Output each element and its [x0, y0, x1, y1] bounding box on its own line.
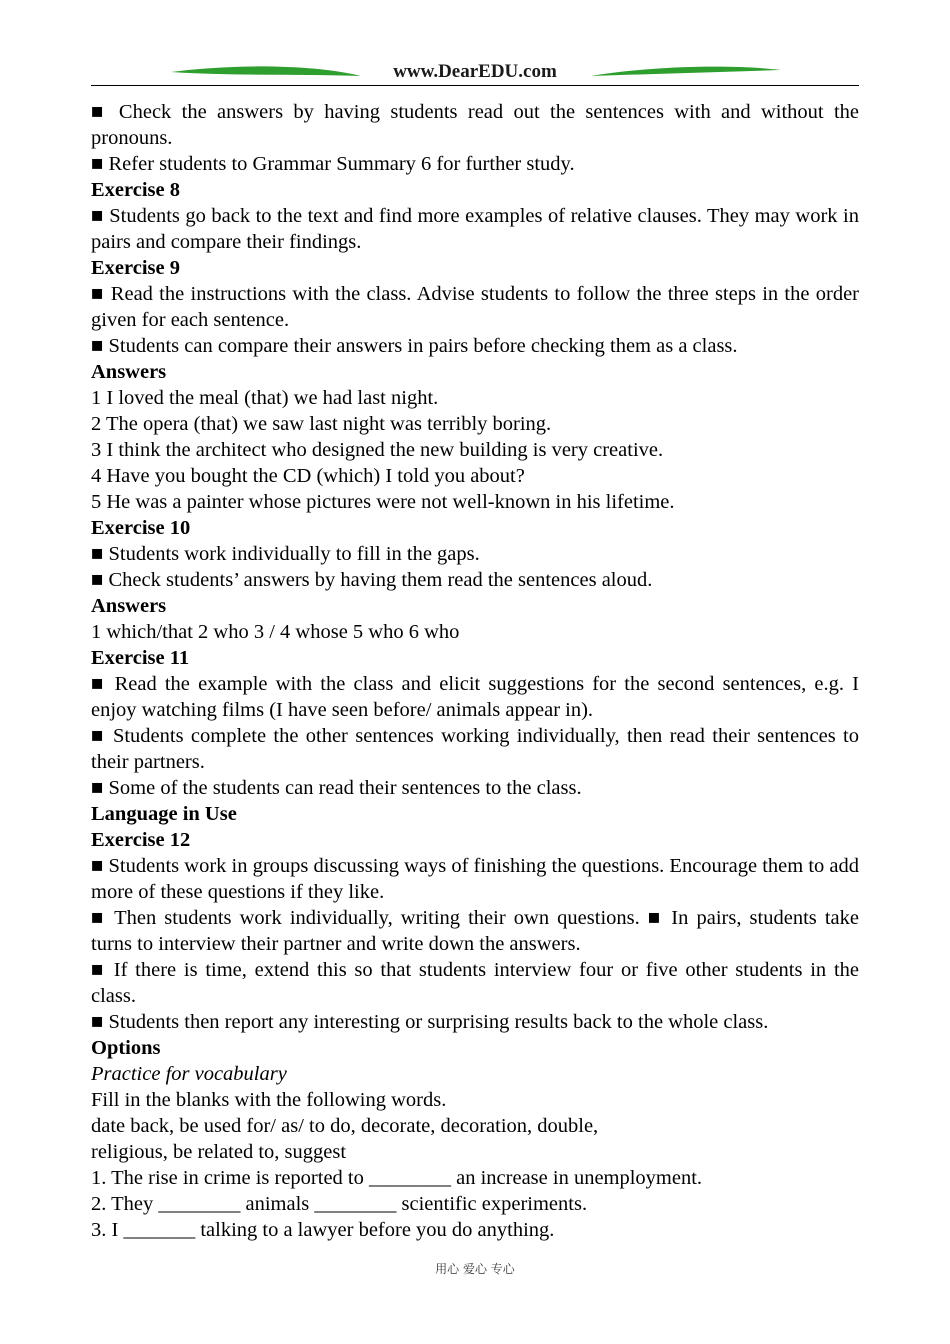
body-paragraph: ■ If there is time, extend this so that students interview four or five other students in the class. — [91, 959, 859, 1007]
body-paragraph: 2. They ________ animals ________ scientific experiments. — [91, 1193, 588, 1215]
body-paragraph: Fill in the blanks with the following words. — [91, 1089, 447, 1111]
page-header — [91, 60, 859, 88]
body-paragraph: ■ Check students’ answers by having them read the sentences aloud. — [91, 569, 653, 591]
body-paragraph: 1 I loved the meal (that) we had last night. — [91, 387, 439, 409]
body-paragraph: 1 which/that 2 who 3 / 4 whose 5 who 6 who — [91, 621, 460, 643]
body-paragraph: religious, be related to, suggest — [91, 1141, 347, 1163]
section-heading: Language in Use — [91, 803, 237, 825]
section-heading: Exercise 11 — [91, 647, 190, 669]
body-paragraph: ■ Some of the students can read their sentences to the class. — [91, 777, 582, 799]
section-heading: Exercise 10 — [91, 517, 191, 539]
body-paragraph: 4 Have you bought the CD (which) I told you about? — [91, 465, 525, 487]
section-heading: Answers — [91, 361, 167, 383]
body-paragraph: ■ Students work in groups discussing ways of finishing the questions. Encourage them to add more of these questions if they like. — [91, 855, 859, 903]
body-paragraph: ■ Students then report any interesting or surprising results back to the whole class. — [91, 1011, 769, 1033]
body-paragraph: ■ Refer students to Grammar Summary 6 for further study. — [91, 153, 575, 175]
header-rule — [91, 85, 859, 86]
italic-subheading: Practice for vocabulary — [91, 1063, 287, 1085]
body-paragraph: date back, be used for/ as/ to do, decorate, decoration, double, — [91, 1115, 599, 1137]
page-footer: 用心 爱心 专心 — [435, 1262, 515, 1276]
body-paragraph: ■ Read the instructions with the class. Advise students to follow the three steps in the order given for each sentence. — [91, 283, 859, 331]
body-paragraph: ■ Students complete the other sentences working individually, then read their sentences to their partners. — [91, 725, 859, 773]
document-body — [91, 99, 859, 1243]
section-heading: Options — [91, 1037, 161, 1059]
body-paragraph: ■ Students can compare their answers in pairs before checking them as a class. — [91, 335, 738, 357]
section-heading: Answers — [91, 595, 167, 617]
body-paragraph: 1. The rise in crime is reported to ________ an increase in unemployment. — [91, 1167, 703, 1189]
body-paragraph: 2 The opera (that) we saw last night was terribly boring. — [91, 413, 552, 435]
section-heading: Exercise 12 — [91, 829, 191, 851]
site-url: www.DearEDU.com — [393, 61, 557, 82]
section-heading: Exercise 9 — [91, 257, 180, 279]
body-paragraph: ■ Students work individually to fill in the gaps. — [91, 543, 480, 565]
section-heading: Exercise 8 — [91, 179, 180, 201]
body-paragraph: ■ Read the example with the class and elicit suggestions for the second sentences, e.g. I enjoy watching films (I have seen before/ animals appear in). — [91, 673, 859, 721]
body-paragraph: ■ Then students work individually, writing their own questions. ■ In pairs, students take turns to interview their partner and write down the answers. — [91, 907, 859, 955]
body-paragraph: 3 I think the architect who designed the new building is very creative. — [91, 439, 664, 461]
body-paragraph: ■ Check the answers by having students read out the sentences with and without the pronouns. — [91, 101, 859, 149]
body-paragraph: 5 He was a painter whose pictures were not well-known in his lifetime. — [91, 491, 675, 513]
body-paragraph: ■ Students go back to the text and find more examples of relative clauses. They may work in pairs and compare their findings. — [91, 205, 859, 253]
body-paragraph: 3. I _______ talking to a lawyer before you do anything. — [91, 1219, 555, 1241]
